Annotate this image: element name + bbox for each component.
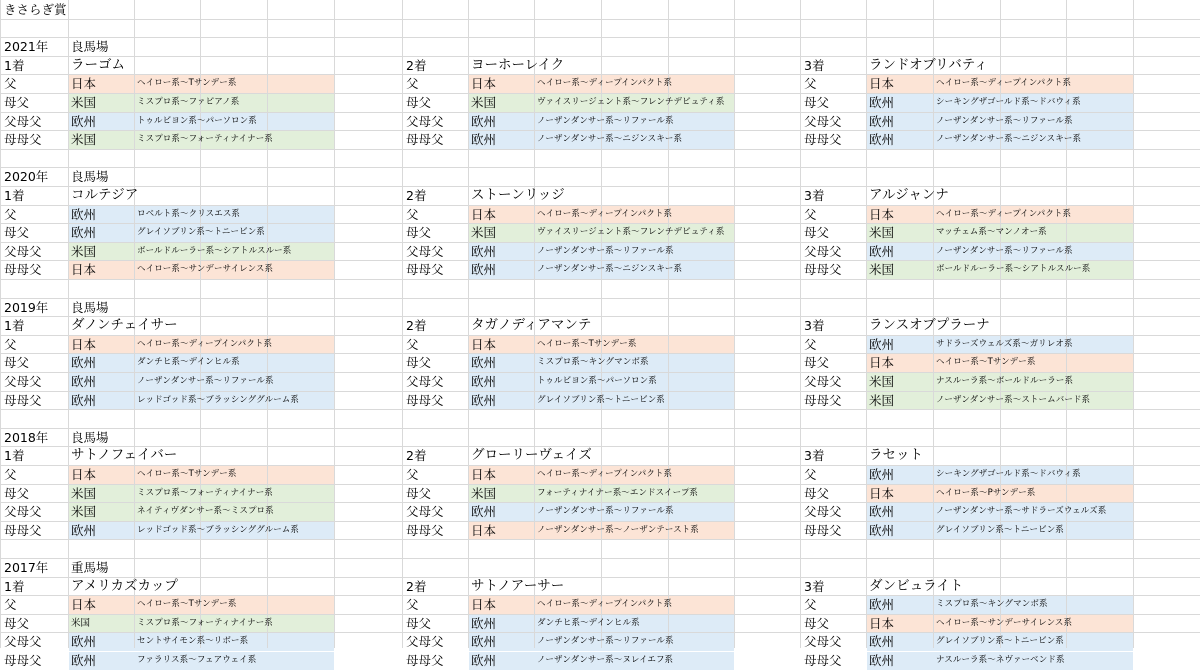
- country-value: 米国: [471, 486, 497, 501]
- sire-line-value: レッドゴッド系〜ブラッシンググルーム系: [137, 395, 299, 405]
- pedigree-role-label: 母父: [406, 486, 432, 501]
- track-condition: 良馬場: [71, 39, 109, 54]
- horse-name: コルテジア: [71, 187, 139, 203]
- row-gridline: [0, 167, 1200, 168]
- sire-line-value: マッチェム系〜マンノオー系: [936, 227, 1047, 237]
- sire-line-value: サドラーズウェルズ系〜ガリレオ系: [936, 339, 1073, 349]
- pedigree-role-label: 父母父: [406, 504, 444, 519]
- sire-line-value: ヘイロー系〜Tサンデー系: [137, 78, 237, 88]
- sire-line-value: ナスルーラ系〜ネヴァーベンド系: [936, 655, 1065, 665]
- place-label: 1着: [4, 448, 25, 463]
- country-value: 欧州: [869, 504, 895, 519]
- country-value: 欧州: [471, 355, 497, 370]
- pedigree-role-label: 父: [4, 597, 17, 612]
- country-value: 欧州: [71, 225, 97, 240]
- country-value: 米国: [71, 132, 97, 147]
- sire-line-value: ノーザンダンサー系〜リファール系: [936, 116, 1073, 126]
- row-gridline: [0, 149, 1200, 150]
- pedigree-role-label: 母父: [406, 225, 432, 240]
- horse-name: ヨーホーレイク: [471, 57, 565, 73]
- country-value: 欧州: [471, 393, 497, 408]
- country-value: 米国: [71, 618, 91, 629]
- row-gridline: [0, 409, 1200, 410]
- pedigree-role-label: 父母父: [4, 634, 42, 649]
- country-value: 欧州: [869, 132, 895, 147]
- sire-line-value: セントサイモン系〜リボー系: [137, 636, 249, 646]
- pedigree-role-label: 父: [406, 337, 419, 352]
- country-value: 欧州: [471, 653, 497, 668]
- country-value: 欧州: [471, 114, 497, 129]
- horse-name: アルジャンナ: [869, 187, 949, 203]
- horse-name: ラセット: [869, 447, 923, 463]
- place-label: 3着: [804, 448, 825, 463]
- sire-line-value: シーキングザゴールド系〜ドバウィ系: [936, 469, 1081, 479]
- sire-line-value: ミスプロ系〜キングマンボ系: [936, 599, 1048, 609]
- sire-line-value: ヴァイスリージェント系〜フレンチデピュティ系: [537, 227, 725, 237]
- sire-line-value: ボールドルーラー系〜シアトルスルー系: [137, 246, 292, 256]
- pedigree-role-label: 母母父: [804, 262, 842, 277]
- country-value: 米国: [71, 486, 97, 501]
- country-value: 欧州: [71, 355, 97, 370]
- pedigree-role-label: 父: [804, 597, 817, 612]
- sire-line-value: ノーザンダンサー系〜ストームバード系: [936, 395, 1091, 405]
- pedigree-role-label: 母父: [4, 225, 30, 240]
- country-value: 欧州: [71, 374, 97, 389]
- sire-line-value: ノーザンダンサー系〜サドラーズウェルズ系: [936, 506, 1107, 516]
- country-value: 欧州: [869, 597, 895, 612]
- country-value: 日本: [869, 355, 895, 370]
- country-value: 欧州: [869, 244, 895, 259]
- pedigree-role-label: 父母父: [406, 114, 444, 129]
- row-gridline: [0, 577, 1200, 578]
- horse-name: ラーゴム: [71, 57, 125, 73]
- row-gridline: [0, 539, 1200, 540]
- horse-name: サトノフェイバー: [71, 447, 178, 463]
- sire-line-value: ノーザンダンサー系〜リファール系: [537, 246, 674, 256]
- pedigree-role-label: 母母父: [804, 132, 842, 147]
- year-label: 2018年: [4, 430, 49, 445]
- pedigree-role-label: 父母父: [4, 114, 42, 129]
- track-condition: 良馬場: [71, 169, 109, 184]
- place-label: 2着: [406, 448, 427, 463]
- pedigree-role-label: 父: [4, 467, 17, 482]
- place-label: 1着: [4, 318, 25, 333]
- year-label: 2017年: [4, 560, 49, 575]
- pedigree-role-label: 母母父: [406, 523, 444, 538]
- country-value: 欧州: [869, 337, 895, 352]
- place-label: 3着: [804, 318, 825, 333]
- country-value: 欧州: [471, 244, 497, 259]
- pedigree-role-label: 父母父: [406, 244, 444, 259]
- country-value: 日本: [71, 337, 97, 352]
- place-label: 1着: [4, 188, 25, 203]
- sire-line-value: ヘイロー系〜ディープインパクト系: [936, 209, 1072, 219]
- sire-line-value: フォーティナイナー系〜エンドスイープ系: [537, 488, 699, 498]
- pedigree-role-label: 母父: [804, 225, 830, 240]
- pedigree-role-label: 母父: [406, 95, 432, 110]
- country-value: 欧州: [869, 634, 895, 649]
- pedigree-role-label: 母父: [804, 95, 830, 110]
- sire-line-value: ヘイロー系〜ディープインパクト系: [537, 209, 673, 219]
- sire-line-value: ノーザンダンサー系〜ニジンスキー系: [936, 134, 1082, 144]
- sire-line-value: ダンチヒ系〜デインヒル系: [137, 357, 240, 367]
- place-label: 2着: [406, 58, 427, 73]
- pedigree-role-label: 母母父: [406, 393, 444, 408]
- pedigree-role-label: 父: [406, 207, 419, 222]
- row-gridline: [0, 279, 1200, 280]
- country-value: 米国: [869, 393, 895, 408]
- sire-line-value: ネイティヴダンサー系〜ミスプロ系: [137, 506, 274, 516]
- country-value: 米国: [71, 244, 97, 259]
- sire-line-value: レッドゴッド系〜ブラッシンググルーム系: [137, 525, 299, 535]
- sire-line-value: ノーザンダンサー系〜リファール系: [137, 376, 274, 386]
- sire-line-value: ヘイロー系〜Tサンデー系: [936, 357, 1036, 367]
- pedigree-role-label: 母母父: [804, 523, 842, 538]
- sire-line-value: ミスプロ系〜フォーティナイナー系: [137, 488, 273, 498]
- country-value: 欧州: [869, 95, 895, 110]
- horse-name: ランドオブリバティ: [869, 57, 988, 73]
- pedigree-role-label: 父母父: [406, 374, 444, 389]
- pedigree-role-label: 父: [804, 207, 817, 222]
- sire-line-value: ノーザンダンサー系〜ニジンスキー系: [537, 134, 683, 144]
- pedigree-role-label: 母母父: [804, 393, 842, 408]
- row-gridline: [0, 298, 1200, 299]
- sire-line-value: トゥルビヨン系〜パーソロン系: [137, 116, 257, 126]
- pedigree-role-label: 父母父: [804, 504, 842, 519]
- place-label: 3着: [804, 579, 825, 594]
- place-label: 1着: [4, 579, 25, 594]
- country-value: 欧州: [71, 207, 97, 222]
- pedigree-role-label: 父母父: [406, 634, 444, 649]
- country-value: 欧州: [471, 634, 497, 649]
- horse-name: タガノディアマンテ: [471, 317, 592, 333]
- pedigree-role-label: 母父: [4, 355, 30, 370]
- country-value: 欧州: [71, 393, 97, 408]
- pedigree-role-label: 母母父: [4, 132, 42, 147]
- column-gridline: [267, 0, 268, 648]
- country-value: 日本: [869, 207, 895, 222]
- row-gridline: [0, 37, 1200, 38]
- country-value: 欧州: [71, 634, 97, 649]
- pedigree-role-label: 父母父: [804, 374, 842, 389]
- column-gridline: [68, 0, 69, 648]
- horse-name: サトノアーサー: [471, 578, 565, 594]
- pedigree-role-label: 父: [804, 337, 817, 352]
- pedigree-role-label: 父: [406, 467, 419, 482]
- row-gridline: [0, 316, 1200, 317]
- country-value: 欧州: [71, 653, 97, 668]
- column-gridline: [734, 0, 735, 648]
- column-gridline: [334, 0, 335, 648]
- sire-line-value: ボールドルーラー系〜シアトルスルー系: [936, 264, 1091, 274]
- country-value: 日本: [869, 616, 895, 631]
- column-gridline: [402, 0, 403, 648]
- pedigree-role-label: 父: [4, 207, 17, 222]
- year-label: 2020年: [4, 169, 49, 184]
- sire-line-value: ミスプロ系〜ファピアノ系: [137, 97, 240, 107]
- sire-line-value: ミスプロ系〜キングマンボ系: [537, 357, 649, 367]
- pedigree-role-label: 父母父: [4, 374, 42, 389]
- sire-line-value: ヘイロー系〜サンデーサイレンス系: [137, 264, 274, 274]
- sire-line-value: ノーザンダンサー系〜リファール系: [537, 506, 674, 516]
- place-label: 2着: [406, 318, 427, 333]
- pedigree-role-label: 母父: [4, 616, 30, 631]
- country-value: 欧州: [471, 374, 497, 389]
- row-gridline: [0, 446, 1200, 447]
- country-value: 日本: [471, 207, 497, 222]
- horse-name: ダノンチェイサー: [71, 317, 178, 333]
- country-value: 米国: [71, 95, 97, 110]
- pedigree-role-label: 父母父: [804, 244, 842, 259]
- column-gridline: [468, 0, 469, 648]
- sire-line-value: ダンチヒ系〜デインヒル系: [537, 618, 640, 628]
- track-condition: 良馬場: [71, 300, 109, 315]
- country-value: 欧州: [471, 262, 497, 277]
- sire-line-value: グレイソブリン系〜トニービン系: [936, 525, 1064, 535]
- pedigree-role-label: 母父: [4, 95, 30, 110]
- country-value: 日本: [71, 262, 97, 277]
- column-gridline: [0, 0, 1, 648]
- sire-line-value: ヴァイスリージェント系〜フレンチデピュティ系: [537, 97, 725, 107]
- pedigree-role-label: 父母父: [804, 634, 842, 649]
- sire-line-value: ヘイロー系〜ディープインパクト系: [537, 78, 673, 88]
- pedigree-role-label: 母父: [406, 355, 432, 370]
- country-value: 日本: [471, 467, 497, 482]
- horse-name: アメリカズカップ: [71, 578, 178, 594]
- row-gridline: [0, 19, 1200, 20]
- country-value: 米国: [869, 225, 895, 240]
- sire-line-value: ミスプロ系〜フォーティナイナー系: [137, 618, 273, 628]
- country-value: 欧州: [869, 467, 895, 482]
- pedigree-role-label: 母父: [4, 486, 30, 501]
- pedigree-role-label: 父母父: [4, 244, 42, 259]
- country-value: 欧州: [471, 132, 497, 147]
- pedigree-role-label: 母母父: [406, 132, 444, 147]
- sire-line-value: ヘイロー系〜ディープインパクト系: [936, 78, 1072, 88]
- country-value: 日本: [71, 76, 97, 91]
- country-value: 日本: [471, 523, 497, 538]
- sire-line-value: ノーザンダンサー系〜ノーザンテースト系: [537, 525, 699, 535]
- country-value: 米国: [71, 504, 97, 519]
- place-label: 1着: [4, 58, 25, 73]
- column-gridline: [866, 0, 867, 648]
- row-gridline: [0, 558, 1200, 559]
- pedigree-role-label: 父: [804, 76, 817, 91]
- year-label: 2019年: [4, 300, 49, 315]
- sire-line-value: ノーザンダンサー系〜ヌレイエフ系: [537, 655, 674, 665]
- country-value: 欧州: [471, 504, 497, 519]
- horse-name: ストーンリッジ: [471, 187, 565, 203]
- pedigree-role-label: 母母父: [4, 262, 42, 277]
- country-value: 米国: [471, 225, 497, 240]
- place-label: 2着: [406, 579, 427, 594]
- place-label: 3着: [804, 188, 825, 203]
- row-gridline: [0, 428, 1200, 429]
- pedigree-role-label: 父: [406, 597, 419, 612]
- sire-line-value: ミスプロ系〜フォーティナイナー系: [137, 134, 273, 144]
- sire-line-value: シーキングザゴールド系〜ドバウィ系: [936, 97, 1081, 107]
- sire-line-value: グレイソブリン系〜トニービン系: [137, 227, 265, 237]
- track-condition: 重馬場: [71, 560, 109, 575]
- year-label: 2021年: [4, 39, 49, 54]
- horse-name: ダンビュライト: [869, 578, 964, 594]
- track-condition: 良馬場: [71, 430, 109, 445]
- sire-line-value: ヘイロー系〜Pサンデー系: [936, 488, 1036, 498]
- row-gridline: [0, 186, 1200, 187]
- country-value: 日本: [471, 597, 497, 612]
- pedigree-role-label: 父: [804, 467, 817, 482]
- pedigree-role-label: 父: [4, 76, 17, 91]
- sire-line-value: グレイソブリン系〜トニービン系: [936, 636, 1064, 646]
- sire-line-value: ヘイロー系〜ディープインパクト系: [537, 599, 673, 609]
- sire-line-value: ヘイロー系〜Tサンデー系: [137, 599, 237, 609]
- sheet-title: きさらぎ賞: [4, 2, 67, 17]
- pedigree-role-label: 母父: [406, 616, 432, 631]
- column-gridline: [800, 0, 801, 648]
- horse-name: ランスオブプラーナ: [869, 317, 990, 333]
- column-gridline: [1133, 0, 1134, 648]
- country-value: 日本: [71, 467, 97, 482]
- country-value: 欧州: [71, 114, 97, 129]
- sire-line-value: トゥルビヨン系〜パーソロン系: [537, 376, 657, 386]
- country-value: 米国: [471, 95, 497, 110]
- country-value: 欧州: [869, 653, 895, 668]
- country-value: 日本: [869, 76, 895, 91]
- sire-line-value: ノーザンダンサー系〜リファール系: [936, 246, 1073, 256]
- sire-line-value: ノーザンダンサー系〜リファール系: [537, 116, 674, 126]
- pedigree-role-label: 父: [406, 76, 419, 91]
- country-value: 欧州: [471, 616, 497, 631]
- sire-line-value: ヘイロー系〜Tサンデー系: [537, 339, 637, 349]
- country-value: 米国: [869, 262, 895, 277]
- country-value: 欧州: [869, 523, 895, 538]
- pedigree-role-label: 母母父: [406, 653, 444, 668]
- place-label: 3着: [804, 58, 825, 73]
- pedigree-role-label: 父: [4, 337, 17, 352]
- sire-line-value: ヘイロー系〜ディープインパクト系: [137, 339, 273, 349]
- pedigree-role-label: 母父: [804, 355, 830, 370]
- pedigree-role-label: 母母父: [804, 653, 842, 668]
- sire-line-value: ファラリス系〜フェアウェイ系: [137, 655, 257, 665]
- sire-line-value: ヘイロー系〜ディープインパクト系: [537, 469, 673, 479]
- sire-line-value: ノーザンダンサー系〜リファール系: [537, 636, 674, 646]
- place-label: 2着: [406, 188, 427, 203]
- country-value: 日本: [71, 597, 97, 612]
- pedigree-role-label: 母父: [804, 486, 830, 501]
- pedigree-role-label: 母母父: [4, 653, 42, 668]
- pedigree-role-label: 父母父: [804, 114, 842, 129]
- row-gridline: [0, 56, 1200, 57]
- pedigree-role-label: 母母父: [406, 262, 444, 277]
- sire-line-value: ナスルーラ系〜ボールドルーラー系: [936, 376, 1074, 386]
- pedigree-role-label: 母母父: [4, 523, 42, 538]
- sire-line-value: ヘイロー系〜Tサンデー系: [137, 469, 237, 479]
- sire-line-value: ヘイロー系〜サンデーサイレンス系: [936, 618, 1073, 628]
- country-value: 欧州: [869, 114, 895, 129]
- country-value: 日本: [471, 337, 497, 352]
- pedigree-role-label: 母父: [804, 616, 830, 631]
- country-value: 日本: [471, 76, 497, 91]
- sire-line-value: グレイソブリン系〜トニービン系: [537, 395, 665, 405]
- pedigree-role-label: 母母父: [4, 393, 42, 408]
- country-value: 日本: [869, 486, 895, 501]
- country-value: 欧州: [71, 523, 97, 538]
- sire-line-value: ロベルト系〜クリスエス系: [137, 209, 241, 219]
- country-value: 米国: [869, 374, 895, 389]
- pedigree-role-label: 父母父: [4, 504, 42, 519]
- horse-name: グローリーヴェイズ: [471, 447, 592, 463]
- sire-line-value: ノーザンダンサー系〜ニジンスキー系: [537, 264, 683, 274]
